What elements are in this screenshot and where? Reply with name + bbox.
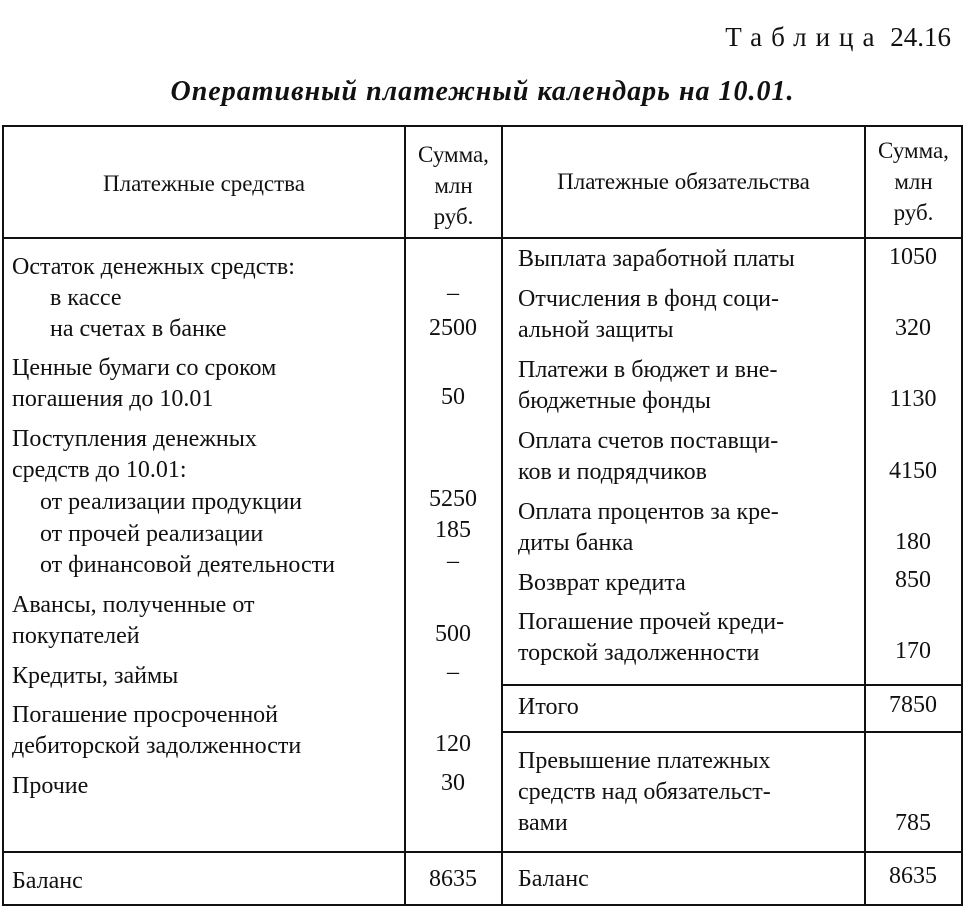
left-overdue-label: [12, 700, 301, 762]
right-suppliers-value: 4150: [889, 458, 937, 484]
header-payment-obligations: Платежные обязательства: [557, 169, 810, 194]
right-balance-label: Баланс: [518, 866, 589, 892]
right-salary-value: 1050: [889, 244, 937, 270]
left-overdue-value: 120: [435, 731, 471, 757]
right-balance-value: 8635: [889, 863, 937, 889]
left-balance-value: 8635: [429, 866, 477, 892]
right-creditors-value: 170: [895, 638, 931, 664]
left-securities-line1: Ценные бумаги со сроком: [12, 355, 277, 381]
right-social-value: 320: [895, 315, 931, 341]
right-interest-line2: диты банка: [518, 530, 634, 556]
left-advances-line1: Авансы, полученные от: [12, 592, 255, 618]
left-other-value: 30: [441, 770, 465, 796]
left-advances-label: [12, 590, 254, 652]
right-excess-label: [518, 746, 771, 839]
header-sum-means-line1: Сумма,: [418, 142, 489, 167]
header-sum-means-line2: млн: [434, 173, 473, 198]
left-bank-accounts-label: на счетах в банке: [50, 316, 227, 342]
left-cash-register-label: в кассе: [50, 285, 122, 311]
left-receipts-line1: Поступления денежных: [12, 426, 257, 452]
right-interest-label: [518, 497, 779, 559]
right-suppliers-line2: ков и подрядчиков: [518, 459, 707, 485]
right-creditors-label: [518, 607, 784, 669]
right-excess-line2: средств над обязательст-: [518, 779, 771, 805]
table-label: [725, 22, 951, 53]
right-interest-value: 180: [895, 529, 931, 555]
right-salary-label: Выплата заработной платы: [518, 246, 795, 272]
left-cash-register-value: –: [447, 280, 459, 306]
right-total-value: 7850: [889, 692, 937, 718]
table-left-border: [2, 125, 4, 906]
right-total-bottom-border: [502, 731, 962, 733]
left-overdue-line2: дебиторской задолженности: [12, 733, 302, 759]
right-excess-line3: вами: [518, 810, 568, 836]
right-budget-label: [518, 355, 777, 417]
left-financial-value: –: [447, 548, 459, 574]
right-budget-value: 1130: [889, 386, 937, 412]
header-sum-obligations-line2: млн: [894, 169, 933, 194]
right-suppliers-label: [518, 426, 778, 488]
left-securities-value: 50: [441, 384, 465, 410]
header-sum-obligations-line3: руб.: [893, 200, 934, 225]
header-sum-obligations-line1: Сумма,: [878, 138, 949, 163]
table-label-word: Таблица: [725, 22, 884, 52]
header-payment-means: Платежные средства: [103, 171, 305, 196]
left-other-sales-label: от прочей реализации: [40, 521, 264, 547]
right-loan-return-label: Возврат кредита: [518, 570, 686, 596]
left-receipts-line2: средств до 10.01:: [12, 457, 187, 483]
left-financial-label: от финансовой деятельности: [40, 552, 335, 578]
right-total-top-border: [502, 684, 962, 686]
header-sum-means: [406, 139, 501, 232]
left-securities-line2: погашения до 10.01: [12, 386, 214, 412]
left-balance-label: Баланс: [12, 868, 83, 894]
left-receipts-label: [12, 424, 257, 486]
left-credits-value: –: [447, 659, 459, 685]
right-budget-line2: бюджетные фонды: [518, 388, 711, 414]
table-number: 24.16: [890, 22, 951, 52]
header-sum-means-line3: руб.: [433, 204, 474, 229]
left-other-sales-value: 185: [435, 517, 471, 543]
right-social-label: [518, 284, 779, 346]
left-balance-top-border: [2, 851, 502, 853]
right-excess-value: 785: [895, 810, 931, 836]
left-overdue-line1: Погашение просроченной: [12, 702, 279, 728]
right-balance-top-border: [502, 851, 962, 853]
right-loan-return-value: 850: [895, 567, 931, 593]
right-creditors-line2: торской задолженности: [518, 640, 760, 666]
left-other-label: Прочие: [12, 773, 89, 799]
header-sum-obligations: [866, 135, 961, 228]
left-credits-label: Кредиты, займы: [12, 663, 179, 689]
left-advances-value: 500: [435, 621, 471, 647]
right-interest-line1: Оплата процентов за кре-: [518, 499, 779, 525]
table-title: Оперативный платежный календарь на 10.01.: [170, 76, 795, 107]
right-suppliers-line1: Оплата счетов поставщи-: [518, 428, 779, 454]
right-total-label: Итого: [518, 694, 579, 720]
right-social-line1: Отчисления в фонд соци-: [518, 286, 780, 312]
right-budget-line1: Платежи в бюджет и вне-: [518, 357, 778, 383]
left-securities-label: [12, 353, 276, 415]
left-sales-label: от реализации продукции: [40, 489, 303, 515]
right-social-line2: альной защиты: [518, 317, 674, 343]
table-top-border: [2, 125, 962, 127]
right-creditors-line1: Погашение прочей креди-: [518, 609, 785, 635]
left-advances-line2: покупателей: [12, 623, 140, 649]
table-bottom-border: [2, 904, 962, 906]
left-bank-accounts-value: 2500: [429, 315, 477, 341]
header-bottom-border: [2, 237, 962, 239]
left-cash-label: Остаток денежных средств:: [12, 254, 295, 280]
left-sales-value: 5250: [429, 486, 477, 512]
right-excess-line1: Превышение платежных: [518, 748, 771, 774]
